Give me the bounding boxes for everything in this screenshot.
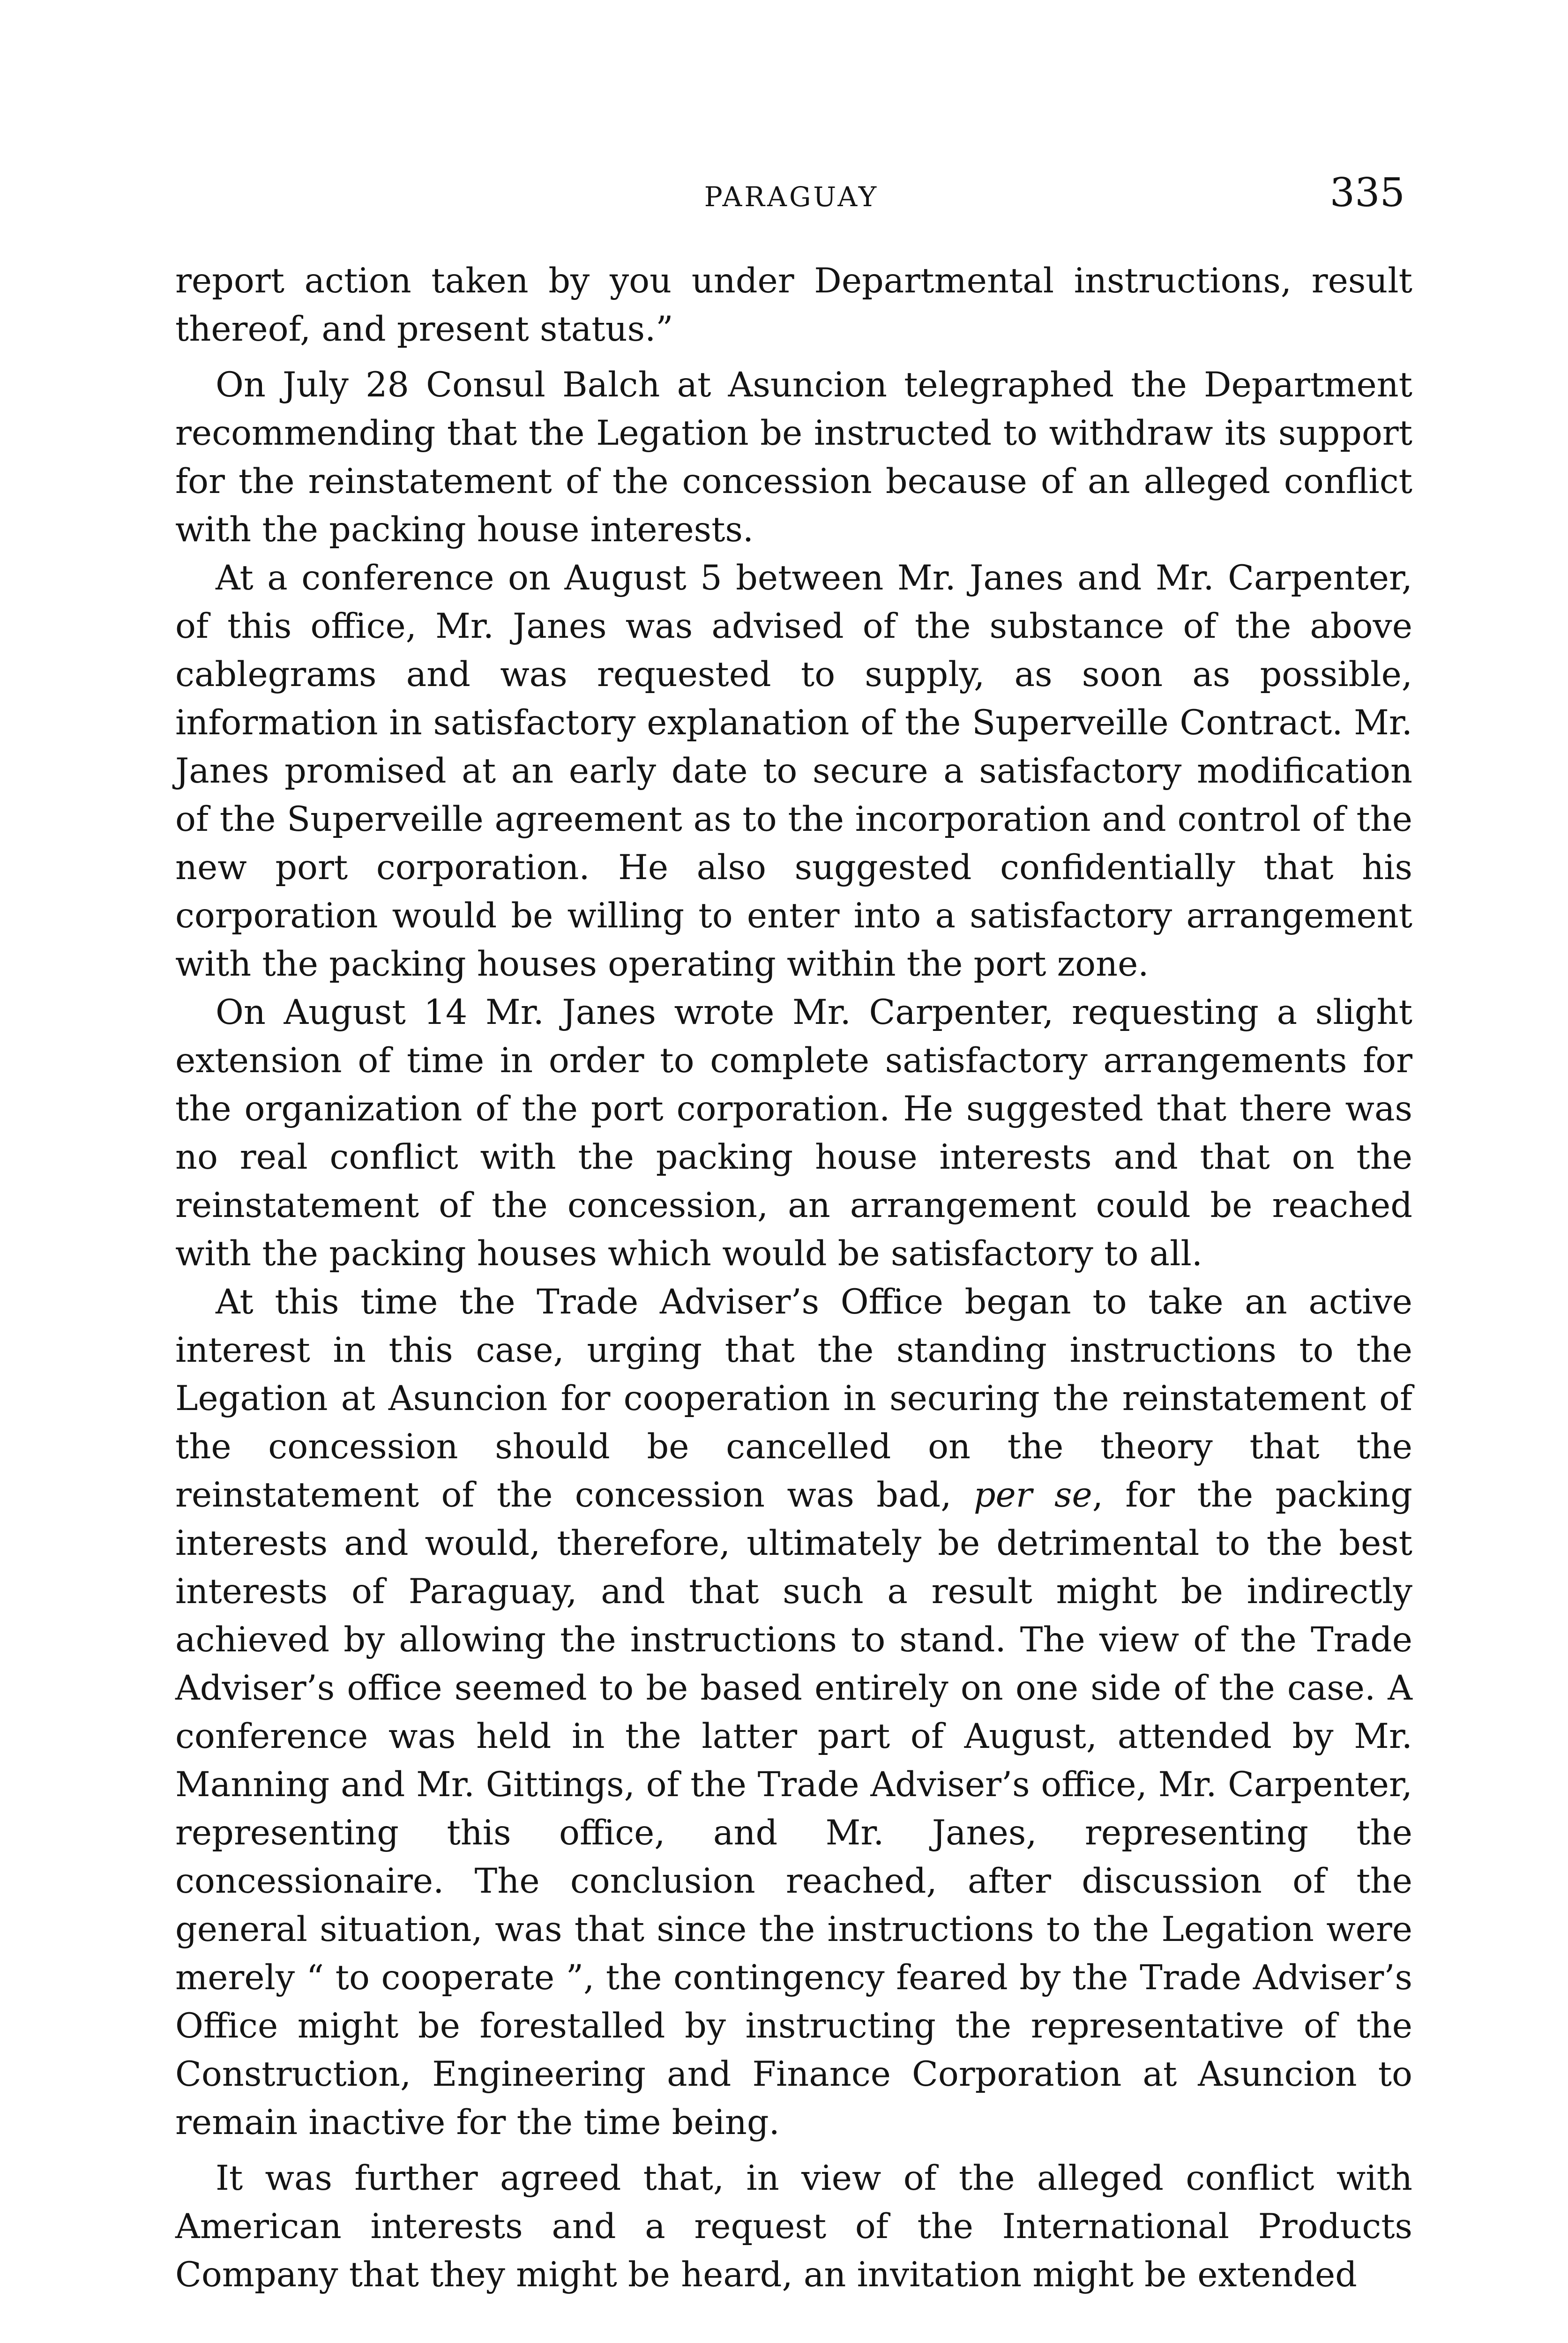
paragraph-text: , for the packing interests and would, therefore, ultimately be detrimental to the best interests of Paraguay, and that such a result might be indirectly achieved by allowing the instructions to stand. The view of the Trade Adviser’s office seemed to be based entirely on one side of the case. A conference was held in the latter part of August, attended by Mr. Manning and Mr. Gittings, of the Trade Adviser’s office, Mr. Carpenter, representing this office, and Mr. Janes, representing the concessionaire. The conclusion reached, after discussion of the general situation, was that since the instructions to the Legation were merely “ to cooperate ”, the contingency feared by the Trade Adviser’s Office might be forestalled by instructing the representative of the Construction, Engineering and Finance Corporation at Asuncion to remain inactive for the time being.: [175, 1475, 1412, 2142]
paragraph-text: At this time the Trade Adviser’s Office began to take an active interest in this case, urging that the standing instructions to the Legation at Asuncion for cooperation in securing the reinstatement of the concession should be cancelled on the theory that the reinstatement of the concession was bad,: [175, 1282, 1412, 1515]
paragraph-august-14-letter: On August 14 Mr. Janes wrote Mr. Carpenter, requesting a slight extension of time in order to complete satisfactory arrangements for the organization of the port corporation. He suggested that there was no real conflict with the packing house interests and that on the reinstatement of the concession, an arrangement could be reached with the packing houses which would be satisfactory to all.: [175, 992, 1412, 1274]
paragraph-continuation: report action taken by you under Departmental instructions, result thereof, and present status.”: [175, 261, 1412, 349]
paragraph-august-5-conference: At a conference on August 5 between Mr. Janes and Mr. Carpenter, of this office, Mr. Janes was advised of the substance of the above cablegrams and was requested to supply, as soon as possible, information in satisfactory explanation of the Superveille Contract. Mr. Janes promised at an early date to secure a satisfactory modification of the Superveille agreement as to the incorporation and control of the new port corporation. He also suggested confidentially that his corporation would be willing to enter into a satisfactory arrangement with the packing houses operating within the port zone.: [175, 558, 1412, 984]
paragraph-consul-balch: On July 28 Consul Balch at Asuncion telegraphed the Department recommending that the Legation be instructed to withdraw its support for the reinstatement of the concession because of an alleged conflict with the packing house interests.: [175, 365, 1412, 550]
page-number: 335: [1329, 170, 1405, 216]
body-text: [175, 257, 1412, 2299]
paragraph-further-agreed: It was further agreed that, in view of the alleged conflict with American interests and a request of the International Products Company that they might be heard, an invitation might be extended: [175, 2158, 1412, 2295]
paragraph-trade-adviser: [175, 1278, 1412, 2147]
running-head: [178, 170, 1405, 221]
italic-phrase: per se: [973, 1475, 1092, 1515]
running-title: PARAGUAY: [704, 181, 879, 213]
